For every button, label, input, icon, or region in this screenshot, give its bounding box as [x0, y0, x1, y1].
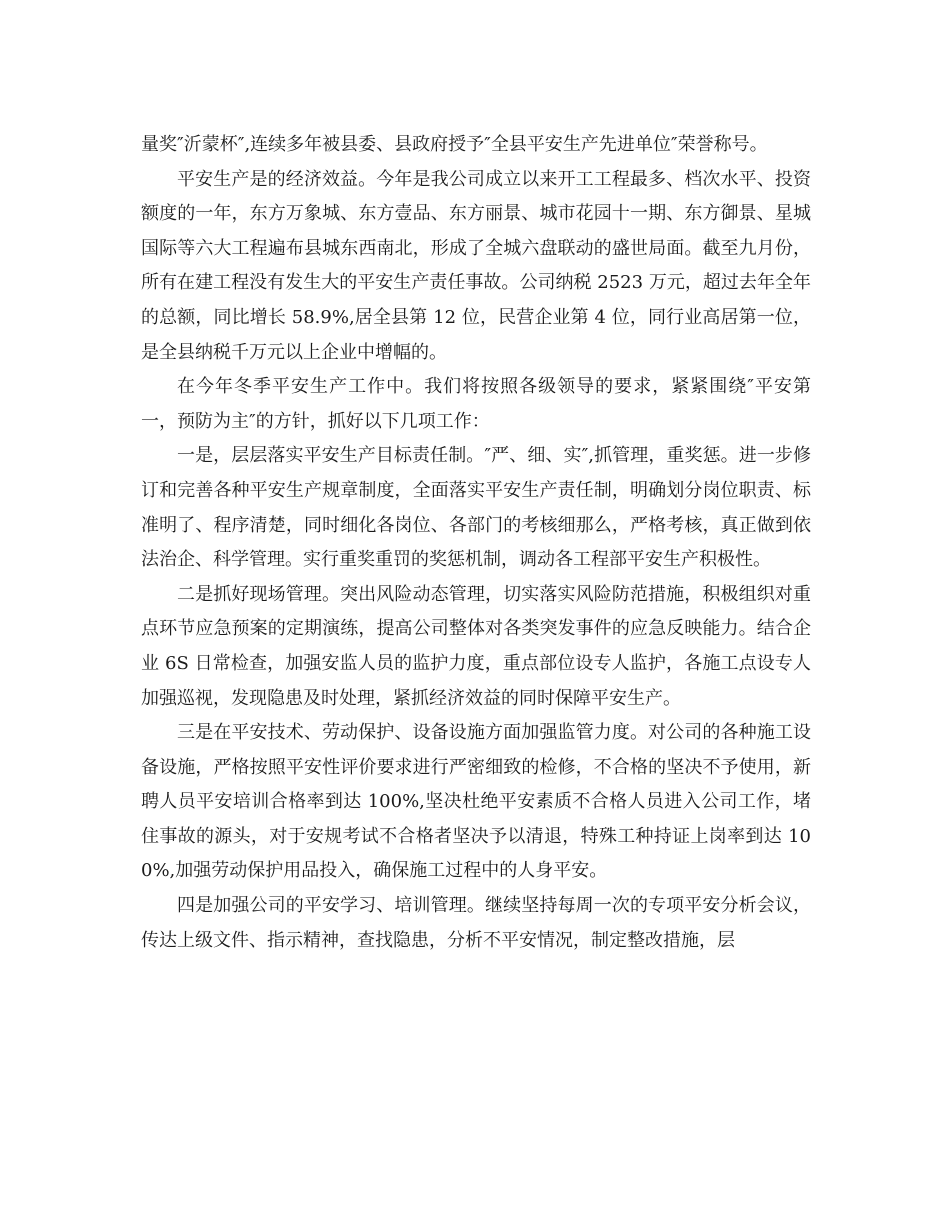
document-body	[141, 128, 811, 958]
paragraph-item-three: 三是在平安技术、劳动保护、设备设施方面加强监管力度。对公司的各种施工设备设施，严格按照平安性评价要求进行严密细致的检修，不合格的坚决不予使用，新聘人员平安培训合格率到达 100%,坚决杜绝平安素质不合格人员进入公司工作，堵住事故的源头，对于安规考试不合格者坚决予以清退，特殊工种持证上岗率到达 100%,加强劳动保护用品投入，确保施工过程中的人身平安。	[141, 722, 811, 882]
paragraph-winter-work-intro: 在今年冬季平安生产工作中。我们将按照各级领导的要求，紧紧围绕″平安第一，预防为主″的方针，抓好以下几项工作：	[141, 376, 811, 432]
paragraph-item-two: 二是抓好现场管理。突出风险动态管理，切实落实风险防范措施，积极组织对重点环节应急预案的定期演练，提高公司整体对各类突发事件的应急反映能力。结合企业 6S 日常检查，加强安监人员的监护力度，重点部位设专人监护，各施工点设专人加强巡视，发现隐患及时处理，紧抓经济效益的同时保障平安生产。	[141, 583, 811, 709]
paragraph-item-four: 四是加强公司的平安学习、培训管理。继续坚持每周一次的专项平安分析会议，传达上级文件、指示精神，查找隐患，分析不平安情况，制定整改措施，层	[141, 895, 811, 951]
paragraph-economic-benefit: 平安生产是的经济效益。今年是我公司成立以来开工工程最多、档次水平、投资额度的一年，东方万象城、东方壹品、东方丽景、城市花园十一期、东方御景、星城国际等六大工程遍布县城东西南北，形成了全城六盘联动的盛世局面。截至九月份，所有在建工程没有发生大的平安生产责任事故。公司纳税 2523 万元，超过去年全年的总额，同比增长 58.9%,居全县第 12 位，民营企业第 4 位，同行业高居第一位，是全县纳税千万元以上企业中增幅的。	[141, 168, 811, 363]
paragraph-item-one: 一是，层层落实平安生产目标责任制。″严、细、实″,抓管理，重奖惩。进一步修订和完善各种平安生产规章制度，全面落实平安生产责任制，明确划分岗位职责、标准明了、程序清楚，同时细化各岗位、各部门的考核细那么，严格考核，真正做到依法治企、科学管理。实行重奖重罚的奖惩机制，调动各工程部平安生产积极性。	[141, 445, 811, 571]
paragraph-continuation: 量奖″沂蒙杯″,连续多年被县委、县政府授予″全县平安生产先进单位″荣誉称号。	[141, 134, 768, 155]
